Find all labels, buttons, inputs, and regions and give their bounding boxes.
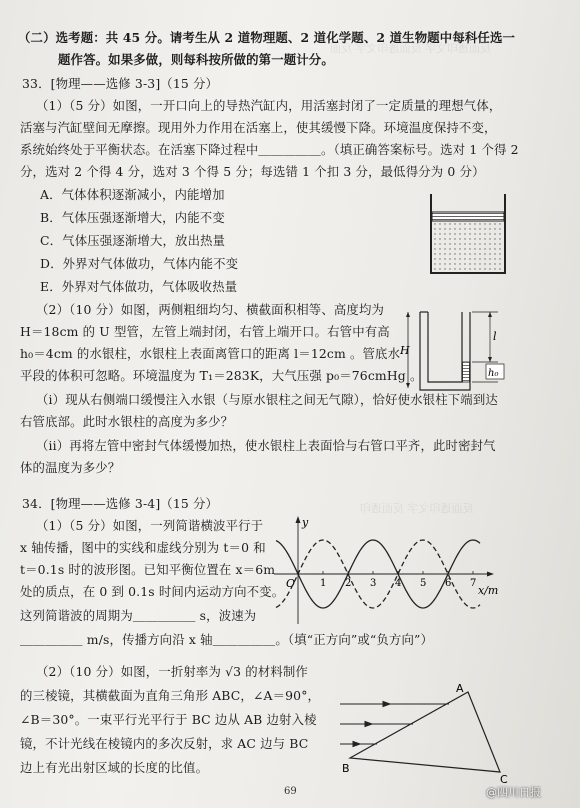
q34-p1-line5: 这列简谐波的周期为＿＿＿＿＿ s，波速为 [20, 608, 257, 623]
x-axis-label: x/m [478, 584, 499, 597]
x-tick-label: 4 [395, 578, 402, 589]
q33-p1-line1: （1）（5 分）如图，一开口向上的导热汽缸内，用活塞封闭了一定质量的理想气体， [36, 98, 502, 113]
vertex-C: C [500, 773, 508, 784]
page-number: 69 [284, 786, 297, 797]
q33-p1-line4: 分，选对 2 个得 4 分，选对 3 个得 5 分；每选错 1 个扣 3 分，最低得分为 0 分） [20, 164, 485, 179]
q34-p1-line2: x 轴传播，图中的实线和虚线分别为 t＝0 和 [20, 540, 266, 555]
q33-p2-line7: （ii）再将左管中密封气体缓慢加热，使水银柱上表面恰与右管口平齐，此时密封气 [36, 438, 496, 453]
q34-p2-line2: 的三棱镜，其横截面为直角三角形 ABC，∠A＝90°， [20, 688, 321, 703]
q33-p2-line2: H＝18cm 的 U 型管，左管上端封闭，右管上端开口。右管中有高 [20, 324, 390, 339]
q34-p2-line5: 边上有光出射区域的长度的比值。 [20, 760, 209, 775]
q33-p1-line3: 系统始终处于平衡状态。在活塞下降过程中＿＿＿＿＿。（填正确答案标号。选对 1 个得 2 [20, 142, 519, 157]
q33-p2-line3: h₀＝4cm 的水银柱，水银柱上表面离管口的距离 l＝12cm 。管底水 [20, 346, 401, 361]
watermark-label: @四川日报 [486, 786, 541, 799]
q33-p2-line6: 右管底部。此时水银柱的高度为多少？ [20, 414, 234, 429]
section-header-line1: （二）选考题：共 45 分。请考生从 2 道物理题、2 道化学题、2 道生物题中每科任选一 [18, 30, 516, 45]
q33-p2-line1: （2）（10 分）如图，两侧粗细均匀、横截面积相等、高度均为 [36, 302, 385, 317]
cylinder-figure [428, 192, 508, 276]
label-h0: h₀ [488, 368, 499, 379]
section-header-line2: 题作答。如果多做，则每科按所做的第一题计分。 [58, 52, 334, 67]
q33-option-a: A．气体体积逐渐减小，内能增加 [40, 187, 225, 202]
q34-p2-line3: ∠B＝30°。一束平行光平行于 BC 边从 AB 边射入棱 [20, 712, 317, 727]
x-tick-label: 1 [320, 578, 327, 589]
y-axis-label: y [302, 516, 309, 529]
prism-figure [330, 680, 530, 784]
vertex-A: A [456, 682, 464, 695]
q33-p2-line4: 平段的体积可忽略。环境温度为 T₁＝283K，大气压强 p₀＝76cmHg 。 [20, 368, 423, 383]
label-H: H [400, 344, 410, 357]
q34-p2-line4: 镜，不计光线在棱镜内的多次反射，求 AC 边与 BC [20, 736, 309, 751]
q33-option-b: B．气体压强逐渐增大，内能不变 [40, 210, 225, 225]
x-tick-label: 3 [370, 578, 377, 589]
q34-p1-line1: （1）（5 分）如图，一列简谐横波平行于 [36, 518, 264, 533]
q34-p1-line4: 处的质点，在 0 到 0.1s 时间内运动方向不变。 [20, 584, 285, 599]
q33-option-d: D．外界对气体做功，气体内能不变 [40, 256, 239, 271]
origin-label: O [286, 577, 296, 590]
q33-p1-line2: 活塞与汽缸壁间无摩擦。现用外力作用在活塞上，使其缓慢下降。环境温度保持不变， [20, 120, 497, 135]
u-tube-figure [398, 308, 510, 398]
x-tick-label: 5 [420, 578, 427, 589]
mercury-column [463, 362, 470, 382]
light-rays [340, 702, 449, 747]
q34-p1-line3: t＝0.1s 时的波形图。已知平衡位置在 x＝6m [20, 562, 276, 577]
q33-p2-line5: （i）现从右侧端口缓慢注入水银（与原水银柱之间无气隙），恰好使水银柱下端到达 [36, 392, 498, 407]
x-tick-label: 2 [345, 578, 352, 589]
x-tick-label: 7 [470, 578, 477, 589]
q34-title: 34．[物理——选修 3-4]（15 分） [22, 496, 219, 511]
label-l: l [493, 330, 497, 343]
q34-p2-line1: （2）（10 分）如图，一折射率为 √3 的材料制作 [36, 664, 308, 679]
q33-option-e: E．外界对气体做功，气体吸收热量 [40, 279, 238, 294]
q33-p2-line8: 体的温度为多少？ [20, 460, 121, 475]
q33-title: 33．[物理——选修 3-3]（15 分） [22, 76, 219, 91]
piston [432, 212, 504, 221]
vertex-B: B [342, 762, 350, 775]
q33-option-c: C．气体压强逐渐增大，放出热量 [40, 233, 226, 248]
x-tick-label: 6 [445, 578, 452, 589]
bleed-through-text: 反面透印文字 反面透印文字 反面 [330, 42, 491, 55]
q34-p1-line6: ＿＿＿＿＿ m/s，传播方向沿 x 轴＿＿＿＿＿。（填“正方向”或“负方向”） [20, 632, 434, 647]
wave-figure [268, 514, 500, 626]
bleed-through-text: 反面透印文字 反面透印 [360, 502, 474, 515]
